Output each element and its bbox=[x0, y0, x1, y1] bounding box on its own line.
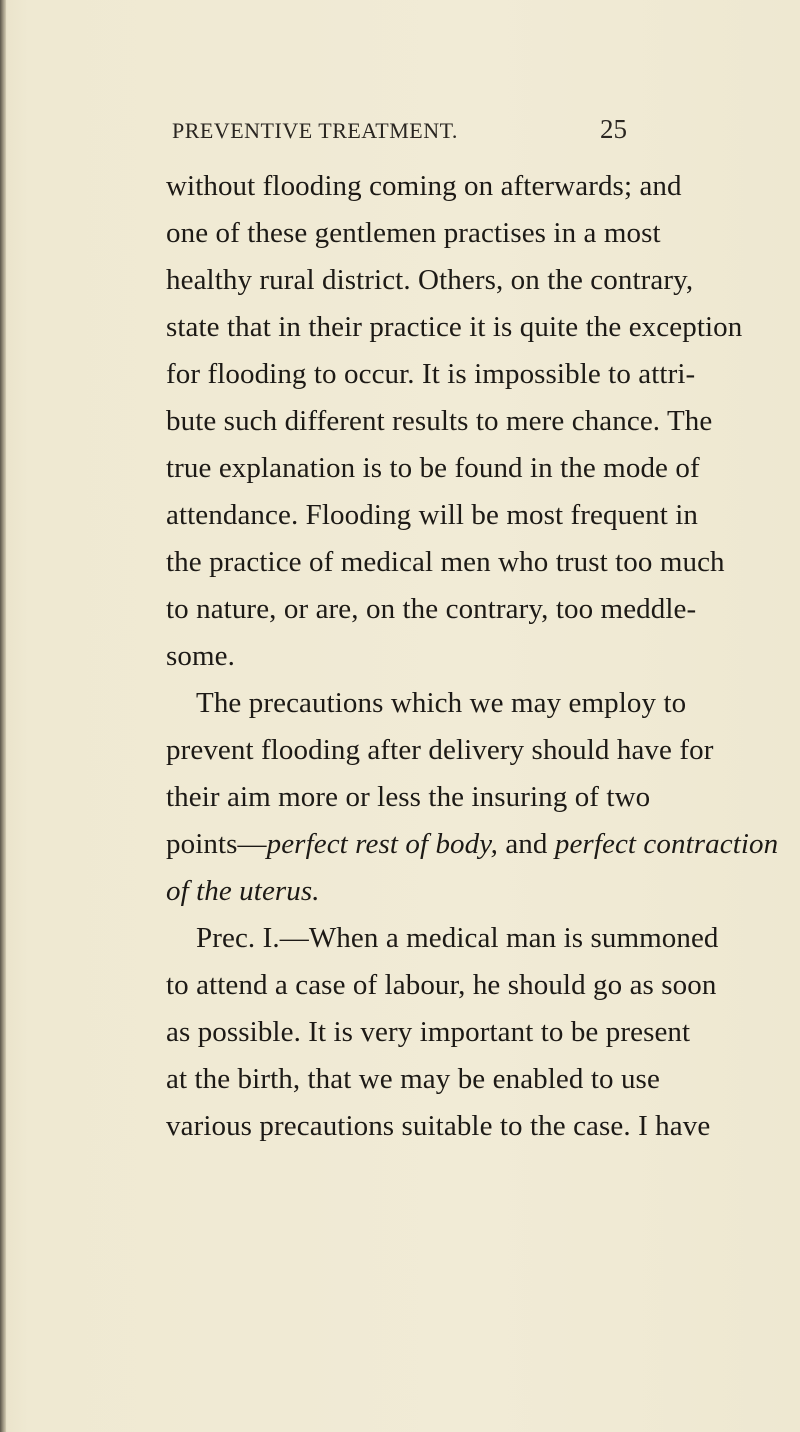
text-line: the practice of medical men who trust too much bbox=[166, 546, 725, 578]
text-line: to nature, or are, on the contrary, too meddle- bbox=[166, 593, 697, 625]
text-line: at the birth, that we may be enabled to use bbox=[166, 1063, 660, 1095]
text-line: some. bbox=[166, 640, 235, 672]
text-line: healthy rural district. Others, on the contrary, bbox=[166, 264, 694, 296]
text-line: for flooding to occur. It is impossible to attri- bbox=[166, 358, 696, 390]
text-span: points— bbox=[166, 828, 267, 860]
text-line: true explanation is to be found in the mode of bbox=[166, 452, 700, 484]
text-line: bute such different results to mere chance. The bbox=[166, 405, 713, 437]
text-line-mixed bbox=[166, 826, 778, 862]
page-gutter bbox=[0, 0, 6, 1432]
text-line: prevent flooding after delivery should have for bbox=[166, 734, 714, 766]
paragraph-first-line: Prec. I.—When a medical man is summoned bbox=[196, 922, 719, 954]
italic-span: perfect contraction bbox=[554, 828, 779, 860]
text-line: their aim more or less the insuring of two bbox=[166, 781, 651, 813]
text-line: various precautions suitable to the case. I have bbox=[166, 1110, 711, 1142]
text-line: one of these gentlemen practises in a most bbox=[166, 217, 661, 249]
italic-line: of the uterus. bbox=[166, 875, 320, 907]
text-line: without flooding coming on afterwards; and bbox=[166, 170, 682, 202]
italic-span: perfect rest of body, bbox=[266, 828, 498, 860]
text-line: attendance. Flooding will be most frequent in bbox=[166, 499, 699, 531]
running-head bbox=[0, 114, 800, 158]
text-line: state that in their practice it is quite the exception bbox=[166, 311, 743, 343]
page-number: 25 bbox=[600, 114, 627, 144]
text-span: and bbox=[497, 828, 555, 860]
running-title: PREVENTIVE TREATMENT. bbox=[172, 118, 458, 143]
text-line: as possible. It is very important to be present bbox=[166, 1016, 691, 1048]
paragraph-first-line: The precautions which we may employ to bbox=[196, 687, 687, 719]
text-line: to attend a case of labour, he should go as soon bbox=[166, 969, 717, 1001]
